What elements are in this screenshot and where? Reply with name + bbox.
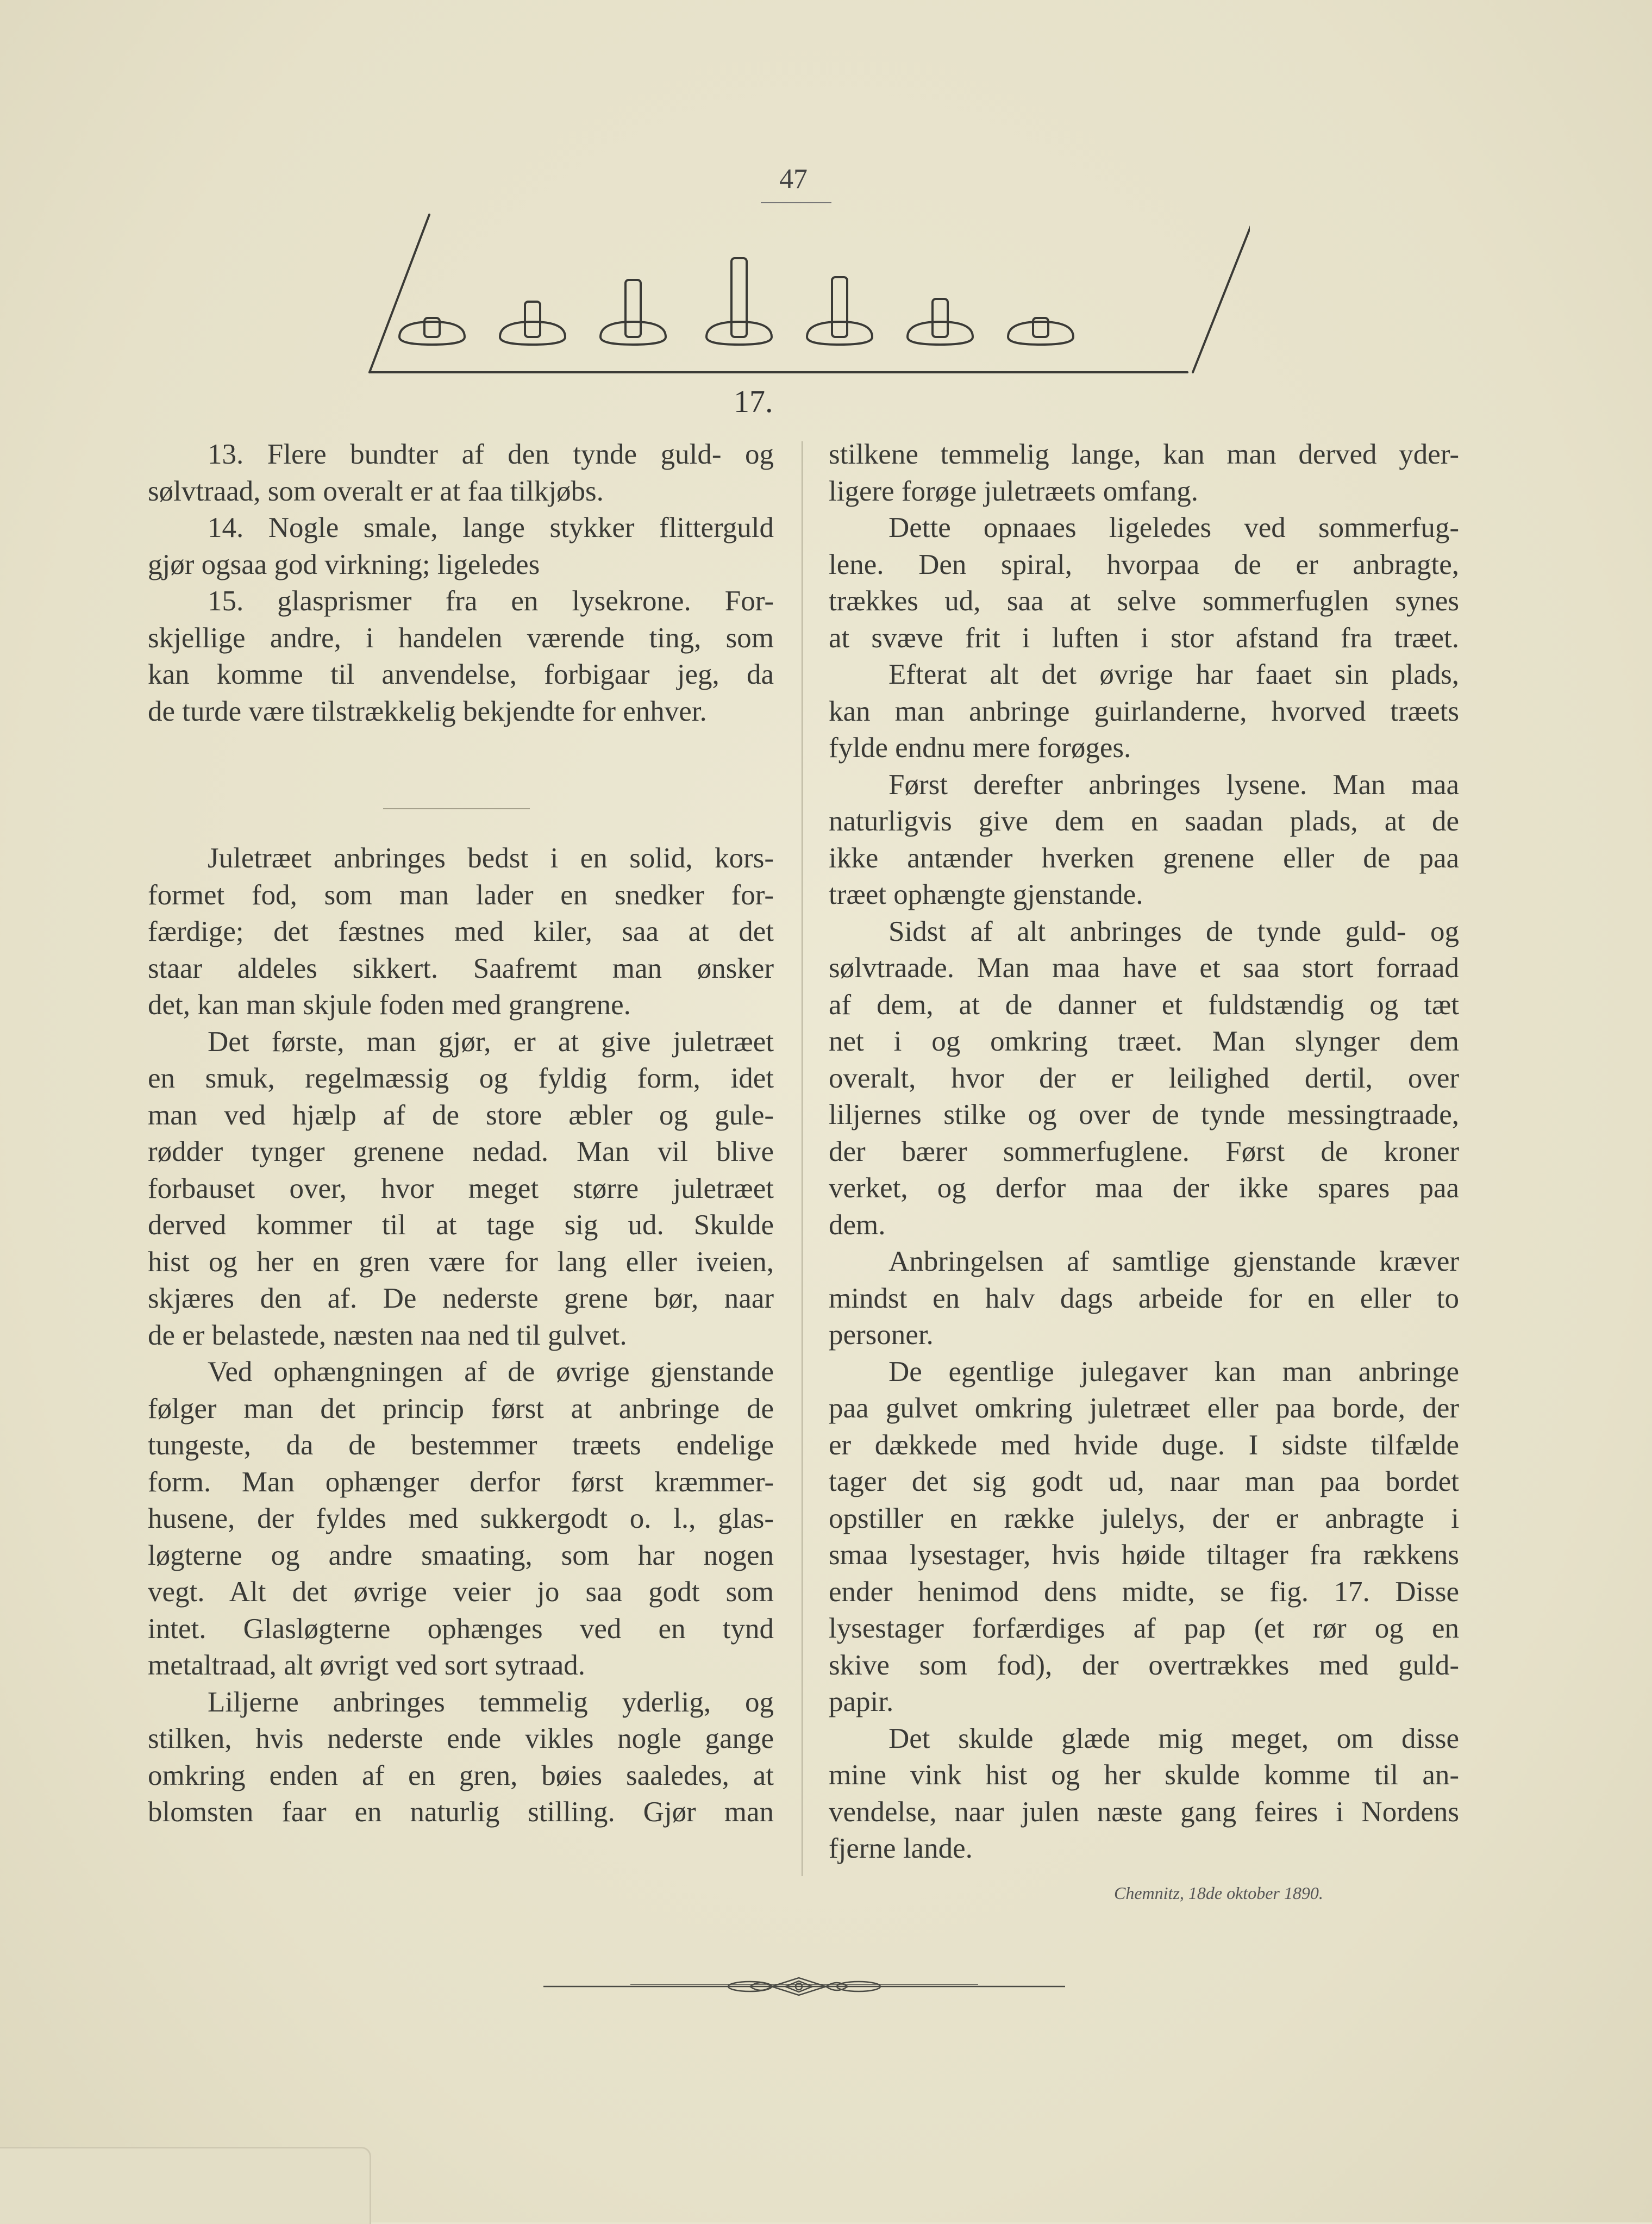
text-line: Det skulde glæde mig meget, om disse	[888, 1722, 1459, 1754]
column-divider	[802, 441, 803, 1876]
text-line: sølvtraade. Man maa have et saa stort forraad	[829, 952, 1459, 984]
signature-line: Chemnitz, 18de oktober 1890.	[1114, 1883, 1323, 1903]
text-line: net i og omkring træet. Man slynger dem	[829, 1026, 1459, 1057]
text-line: Juletræet anbringes bedst i en solid, kors-	[208, 842, 774, 874]
candle-holder	[500, 302, 565, 345]
text-line: sølvtraad, som overalt er at faa tilkjøbs.	[148, 475, 604, 507]
text-line: metaltraad, alt øvrigt ved sort sytraad.	[148, 1650, 586, 1681]
text-line: en smuk, regelmæssig og fyldig form, idet	[148, 1063, 774, 1094]
text-line: trækkes ud, saa at selve sommerfuglen synes	[829, 585, 1459, 617]
text-line: vendelse, naar julen næste gang feires i Nordens	[829, 1796, 1459, 1828]
section-rule	[383, 808, 530, 809]
text-line: man ved hjælp af de store æbler og gule-	[148, 1099, 774, 1131]
text-line: rødder tynger grenene nedad. Man vil blive	[148, 1136, 774, 1167]
text-line: Det første, man gjør, er at give juletræet	[208, 1026, 774, 1058]
candle-holder	[1008, 318, 1073, 345]
text-line: 14. Nogle smale, lange stykker flitterguld	[208, 512, 774, 543]
text-line: 15. glasprismer fra en lysekrone. For-	[208, 585, 774, 617]
text-line: er dækkede med hvide duge. I sidste tilfælde	[829, 1429, 1459, 1461]
text-line: husene, der fyldes med sukkergodt o. l., glas-	[148, 1503, 774, 1534]
text-line: verket, og derfor maa der ikke spares paa	[829, 1172, 1459, 1204]
text-line: forbauset over, hvor meget større juletræet	[148, 1172, 774, 1204]
text-line: opstiller en række julelys, der er anbragte i	[829, 1502, 1459, 1534]
text-line: form. Man ophænger derfor først kræmmer-	[148, 1466, 774, 1498]
text-line: de turde være tilstrækkelig bekjendte for enhver.	[148, 695, 707, 727]
candle-holder	[706, 258, 772, 345]
text-line: lysestager forfærdiges af pap (et rør og en	[829, 1613, 1459, 1644]
text-line: liljernes stilke og over de tynde messingtraade,	[829, 1099, 1459, 1130]
ornament-tailpiece	[543, 1970, 1065, 2003]
text-line: Efterat alt det øvrige har faaet sin plads,	[888, 659, 1459, 690]
text-line: skjæres den af. De nederste grene bør, naar	[148, 1283, 774, 1314]
text-line: det, kan man skjule foden med grangrene.	[148, 989, 631, 1021]
text-line: personer.	[829, 1319, 934, 1351]
candle-holder	[399, 318, 465, 345]
text-line: mine vink hist og her skulde komme til an-	[829, 1759, 1459, 1791]
text-line: hist og her en gren være for lang eller iveien,	[148, 1246, 774, 1278]
text-line: de er belastede, næsten naa ned til gulvet.	[148, 1319, 627, 1351]
right-column	[829, 436, 1459, 1867]
text-line: paa gulvet omkring juletræet eller paa borde, der	[829, 1392, 1459, 1424]
text-line: løgterne og andre smaating, som har nogen	[148, 1539, 774, 1571]
text-line: af dem, at de danner et fuldstændig og tæt	[829, 989, 1459, 1021]
text-line: staar aldeles sikkert. Saafremt man ønsker	[148, 952, 774, 984]
text-line: kan komme til anvendelse, forbigaar jeg, da	[148, 659, 774, 690]
text-line: dem.	[829, 1209, 886, 1241]
text-line: Først derefter anbringes lysene. Man maa	[888, 769, 1459, 801]
text-line: ligere forøge juletræets omfang.	[829, 475, 1198, 507]
text-line: træet ophængte gjenstande.	[829, 879, 1143, 910]
candle-holder	[908, 299, 973, 345]
text-line: gjør ogsaa god virkning; ligeledes	[148, 548, 540, 580]
text-line: stilkene temmelig lange, kan man derved yder-	[829, 439, 1459, 470]
text-line: følger man det princip først at anbringe de	[148, 1392, 774, 1425]
text-line: Sidst af alt anbringes de tynde guld- og	[888, 915, 1459, 947]
text-line: at svæve frit i luften i stor afstand fra træet.	[829, 622, 1459, 654]
text-line: kan man anbringe guirlanderne, hvorved træets	[829, 695, 1459, 727]
text-line: naturligvis give dem en saadan plads, at de	[829, 805, 1459, 837]
text-line: lene. Den spiral, hvorpaa de er anbragte,	[829, 548, 1459, 580]
text-line: mindst en halv dags arbeide for en eller to	[829, 1282, 1459, 1314]
text-line: intet. Glasløgterne ophænges ved en tynd	[148, 1613, 774, 1645]
text-line: derved kommer til at tage sig ud. Skulde	[148, 1209, 774, 1241]
text-line: stilken, hvis nederste ende vikles nogle gange	[148, 1723, 774, 1754]
figure-tray-left-edge	[370, 215, 429, 372]
text-line: vegt. Alt det øvrige veier jo saa godt som	[148, 1576, 774, 1608]
text-line: papir.	[829, 1686, 894, 1717]
text-line: ender henimod dens midte, se fig. 17. Disse	[829, 1576, 1459, 1608]
page-number-rule	[761, 202, 831, 203]
page-tab	[0, 2147, 371, 2224]
page-number: 47	[779, 164, 808, 195]
text-line: tager det sig godt ud, naar man paa bordet	[829, 1466, 1459, 1497]
text-line: De egentlige julegaver kan man anbringe	[888, 1355, 1459, 1388]
figure-caption: 17.	[734, 384, 773, 419]
text-line: Dette opnaaes ligeledes ved sommerfug-	[888, 512, 1459, 543]
text-line: færdige; det fæstnes med kiler, saa at det	[148, 916, 774, 947]
text-line: Anbringelsen af samtlige gjenstande kræver	[888, 1246, 1459, 1277]
text-line: skive som fod), der overtrækkes med guld-	[829, 1649, 1459, 1681]
text-line: overalt, hvor der er leilighed dertil, over	[829, 1062, 1459, 1094]
left-column	[148, 436, 774, 1831]
text-line: Ved ophængningen af de øvrige gjenstande	[208, 1356, 774, 1388]
text-line: ikke antænder hverken grenene eller de paa	[829, 842, 1459, 874]
text-line: 13. Flere bundter af den tynde guld- og	[208, 439, 774, 470]
candle-holder	[807, 277, 872, 345]
text-line: skjellige andre, i handelen værende ting, som	[148, 622, 774, 654]
text-line: formet fod, som man lader en snedker for-	[148, 879, 774, 911]
text-line: fylde endnu mere forøges.	[829, 732, 1131, 764]
text-line: omkring enden af en gren, bøies saaledes, at	[148, 1759, 774, 1791]
text-line: tungeste, da de bestemmer træets endelige	[148, 1429, 774, 1461]
text-line: fjerne lande.	[829, 1833, 973, 1864]
text-line: blomsten faar en naturlig stilling. Gjør man	[148, 1796, 774, 1828]
figure-tray-right-edge	[1193, 215, 1250, 372]
candle-holder	[600, 280, 666, 345]
text-line: smaa lysestager, hvis høide tiltager fra rækkens	[829, 1539, 1459, 1571]
figure-candle-holders	[359, 207, 1250, 380]
text-line: Liljerne anbringes temmelig yderlig, og	[208, 1686, 774, 1718]
text-line: der bærer sommerfuglene. Først de kroner	[829, 1135, 1459, 1167]
